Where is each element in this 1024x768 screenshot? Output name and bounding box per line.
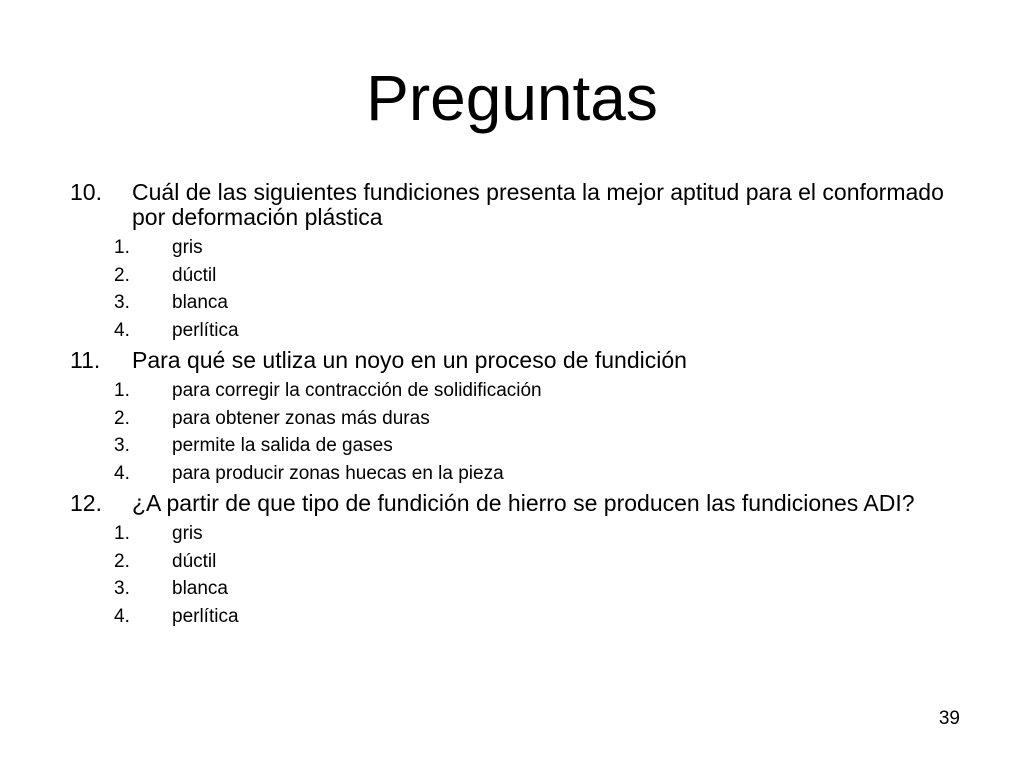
option-text: permite la salida de gases: [172, 435, 393, 456]
question-item: [70, 348, 970, 487]
page-number: 39: [938, 708, 960, 729]
option-number: 1.: [114, 523, 130, 544]
option-number: 2.: [114, 407, 130, 429]
option-list: [70, 520, 970, 630]
option-number: 4.: [114, 462, 130, 484]
option-item: [70, 603, 970, 631]
option-item: [70, 548, 970, 576]
question-number: 12.: [70, 490, 102, 516]
question-text: Para qué se utliza un noyo en un proceso de fundición: [132, 347, 687, 373]
question-item: [70, 491, 970, 630]
question-line: [70, 180, 970, 230]
option-text: dúctil: [172, 264, 217, 286]
option-item: [70, 520, 970, 548]
option-item: [70, 575, 970, 603]
question-number: 11.: [70, 347, 101, 373]
question-item: [70, 180, 970, 344]
option-item: [70, 234, 970, 262]
option-text: para obtener zonas más duras: [172, 407, 430, 429]
option-text: gris: [172, 237, 203, 258]
option-list: [70, 234, 970, 344]
option-text: perlítica: [172, 319, 239, 341]
option-item: [70, 405, 970, 433]
option-item: [70, 432, 970, 460]
option-text: perlítica: [172, 605, 239, 627]
option-text: para corregir la contracción de solidificación: [172, 380, 542, 401]
question-line: [70, 491, 970, 516]
option-item: [70, 377, 970, 405]
slide-title: Preguntas: [366, 62, 658, 134]
option-text: dúctil: [172, 550, 217, 572]
question-list: [70, 180, 970, 634]
option-number: 2.: [114, 264, 130, 286]
option-number: 2.: [114, 550, 130, 572]
option-number: 1.: [114, 237, 130, 258]
question-text: ¿A partir de que tipo de fundición de hierro se producen las fundiciones ADI?: [132, 490, 915, 516]
option-text: blanca: [172, 578, 228, 599]
option-item: [70, 460, 970, 488]
option-item: [70, 317, 970, 345]
option-number: 4.: [114, 319, 130, 341]
question-text: Cuál de las siguientes fundiciones presenta la mejor aptitud para el conformado por deformación plástica: [132, 179, 944, 230]
option-item: [70, 289, 970, 317]
option-text: para producir zonas huecas en la pieza: [172, 462, 504, 484]
question-line: [70, 348, 970, 373]
option-text: blanca: [172, 292, 228, 313]
option-number: 4.: [114, 605, 130, 627]
option-number: 1.: [114, 380, 130, 401]
option-number: 3.: [114, 435, 130, 456]
option-list: [70, 377, 970, 487]
option-item: [70, 262, 970, 290]
option-text: gris: [172, 523, 203, 544]
option-number: 3.: [114, 578, 130, 599]
question-number: 10.: [70, 179, 102, 205]
option-number: 3.: [114, 292, 130, 313]
